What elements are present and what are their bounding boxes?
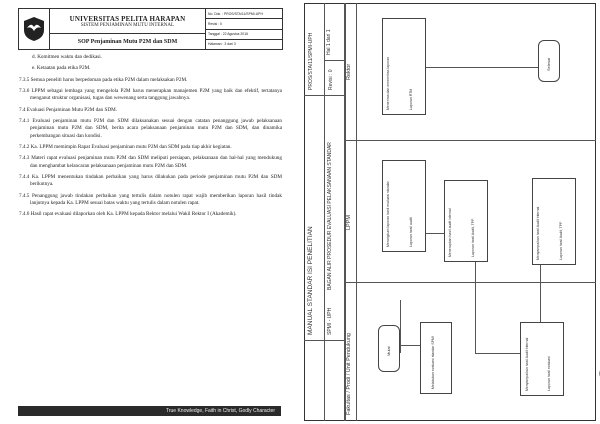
page-count: Hal 1 dari 1 — [326, 29, 332, 55]
end-terminal: Selesai — [538, 40, 560, 82]
paragraph-7-3-6: 7.3.6 LPPM sebagai lembaga yang mengelola P2M harus menerapkan manajemen P2M yang baik dan efektif, tertatanya menganut struktur organisasi, tugas dan wewenang serta tanggung jawabnya. — [19, 88, 282, 102]
paragraph-7-4-3: 7.4.3 Materi rapat evaluasi penjaminan mutu P2M dan SDM meliputi persiapan, pelaksanaan dan hal-hal yang mendukung dan menghambat kelancaran pelaksanaan penjaminan mutu P2M dan SDM. — [19, 155, 282, 169]
paragraph-7-3-5: 7.3.5 Semua peneliti harus berpedoman pada etika P2M dalam melaksakan P2M. — [19, 76, 188, 83]
paragraph-7-4-2: 7.4.2 Ka. LPPM memimpin Rapat Evaluasi penjaminan mutu P2M dan SDM pada tiap akhir kegiatan. — [19, 143, 232, 150]
revision-label: Revisi : 0 — [328, 69, 334, 90]
item-e: e. Ketaatan pada etika P2M. — [32, 65, 91, 72]
procedure-code: PROS/STA/11/SPMI-UPH — [308, 32, 314, 90]
university-logo — [19, 9, 50, 49]
date: Tanggal : 22 Agustus 2016 — [206, 30, 282, 40]
document-header — [18, 8, 283, 50]
manual-title: MANUAL STANDAR ISI PENELITIAN — [307, 226, 314, 335]
lane-lppm: LPPM — [346, 215, 352, 230]
process-evaluasi-lppm: Menyampaikan hasil Audit Internal Laporan hasil Audit, TPP — [532, 178, 576, 265]
item-d: d. Komitmen waktu dan dedikasi. — [32, 54, 103, 60]
sop-title: SOP Penjaminan Mutu P2M dan SDM — [77, 38, 178, 45]
chart-title: BAGAN ALIR PROSEDUR EVALUASI PELAKSANAAN STANDAR — [327, 142, 333, 290]
system-name: SISTEM PENJAMINAN MUTU INTERNAL — [80, 22, 175, 28]
document-body — [19, 54, 282, 223]
spmi-label: SPMI - UPH — [327, 307, 333, 335]
paragraph-7-4-4: 7.4.4 Ka. LPPM menentukan tindakan perbaikan yang harus dilakukan pada periode penjaminan mutu P2M dan SDM berikutnya. — [19, 173, 282, 188]
lane-rektor: Rektor — [346, 63, 352, 80]
university-name: UNIVERSITAS PELITA HARAPAN — [69, 14, 186, 23]
revision: Revisi : 0 — [206, 19, 282, 29]
process-laporan-evaluasi: Menyampaikan hasil Audit Internal Laporan hasil evaluasi — [520, 322, 564, 396]
paragraph-7-4-6: 7.4.6 Hasil rapat evaluasi dilaporkan oleh Ka. LPPM kepada Rektor melalui Wakil Rektor I (Akademik). — [19, 211, 237, 218]
process-menerima: Menerima dan memeriksa laporan Laporan RTM — [382, 18, 426, 115]
process-evaluasi-standar: Melakukan evaluasi standar SPMI — [420, 322, 452, 394]
page-number: Halaman : 3 dari 3 — [208, 42, 236, 47]
paragraph-7-4-1: 7.4.1 Evaluasi penjaminan mutu P2M dan SDM dilaksanakan sesuai dengan catatan penanggung jawab pelaksanaan penjaminan mutu P2M dan SDM, berita acara pelaksanaan penjaminan mutu P2M dan SDM, dan dinamika perkembangan situasi dan kondisi. — [19, 118, 282, 139]
footer-motto: True Knowledge, Faith in Christ, Godly Character — [18, 406, 281, 416]
process-menerapkan: Menerapkan hasil audit internal Laporan hasil Audit, TPP — [444, 180, 488, 262]
paragraph-7-4-5: 7.4.5 Penanggung jawab tindakan perbaikan yang tertulis dalam notulen rapat wajib memberikan laporan hasil tindak lanjutnya kepada Ka. LPPM sesuai batas waktu yang tertulis dalam notulen rapat. — [19, 192, 282, 206]
start-terminal: Mulai — [378, 325, 400, 372]
lane-faculty: Fakultas / Prodi / Unit Pendukung — [346, 333, 352, 415]
section-7-4: 7.4 Evaluasi Penjaminan Mutu P2M dan SDM. — [19, 106, 117, 113]
process-merangkum: Merangkum laporan hasil evaluasi standar Laporan hasil audit — [382, 160, 426, 252]
flowchart-page — [300, 0, 600, 424]
doc-number: No. Dok. : PROS/STA/11/SPMI-UPH — [206, 9, 282, 19]
